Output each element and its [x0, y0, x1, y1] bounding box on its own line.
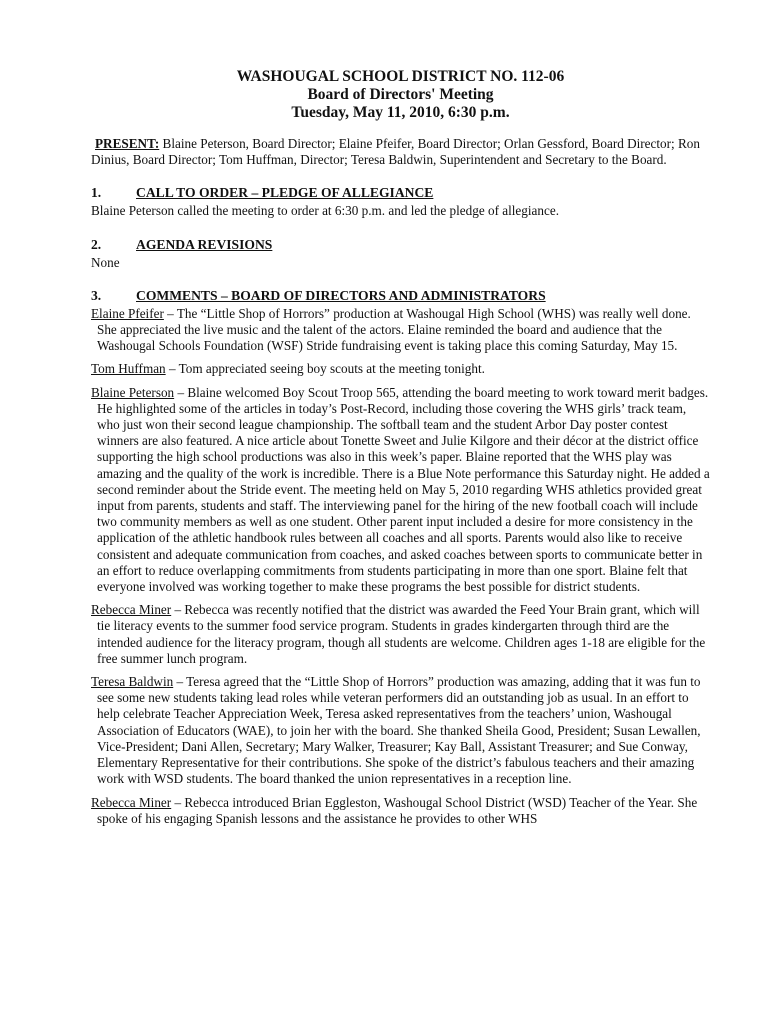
- section-number: 2.: [91, 236, 102, 252]
- section-heading: [91, 288, 710, 304]
- comment-text: – Teresa agreed that the “Little Shop of Horrors” production was amazing, adding that it was fun to see some new students taking lead roles while veteran performers did an outstanding job as usual. In an effort to help celebrate Teacher Appreciation Week, Teresa asked representatives from the teachers’ union, Washougal Association of Educators (WAE), to join her with the board. She thanked Sheila Good, President; Susan Lewallen, Vice-President; Dani Allen, Secretary; Mary Walker, Treasurer; Kay Ball, Assistant Treasurer; and Sue Conway, Elementary Representative for their contributions. She spoke of the district’s fabulous teachers and their amazing work with WSD students. The board thanked the union representatives in a reception line.: [97, 674, 701, 787]
- speaker-name: Tom Huffman: [91, 361, 166, 377]
- section-heading: [91, 237, 710, 253]
- present-label: PRESENT:: [95, 136, 160, 151]
- section-text: Blaine Peterson called the meeting to order at 6:30 p.m. and led the pledge of allegiance.: [91, 203, 559, 219]
- comment-entry: [91, 674, 710, 787]
- comment-entry: [91, 602, 710, 667]
- comment-entry: [91, 795, 710, 827]
- meeting-title: Board of Directors' Meeting: [307, 86, 494, 103]
- district-title: WASHOUGAL SCHOOL DISTRICT NO. 112-06: [236, 68, 565, 85]
- comment-text: – The “Little Shop of Horrors” production at Washougal High School (WHS) was really well done. She appreciated the live music and the talent of the actors. Elaine reminded the board and audience that the Washougal Schools Foundation (WSF) Stride fundraising event is taking place this coming Saturday, May 15.: [97, 305, 691, 354]
- comment-entry: [91, 306, 710, 355]
- speaker-name: Elaine Pfeifer: [91, 305, 164, 321]
- section-heading-text: CALL TO ORDER – PLEDGE OF ALLEGIANCE: [136, 185, 434, 201]
- section-call-to-order: [91, 185, 710, 219]
- comment-entry: [91, 385, 710, 596]
- section-text: None: [91, 254, 120, 270]
- meeting-date: Tuesday, May 11, 2010, 6:30 p.m.: [291, 104, 510, 121]
- comment-text: – Rebecca introduced Brian Eggleston, Washougal School District (WSD) Teacher of the Year. She spoke of his engaging Spanish lessons and the assistance he provides to other WHS: [97, 794, 698, 826]
- section-agenda-revisions: [91, 237, 710, 271]
- document-header: [91, 68, 710, 122]
- section-number: 3.: [91, 287, 102, 303]
- comment-entry: [91, 361, 710, 377]
- speaker-name: Rebecca Miner: [91, 602, 172, 618]
- speaker-name: Blaine Peterson: [91, 384, 175, 400]
- section-comments: [91, 288, 710, 827]
- section-number: 1.: [91, 185, 102, 201]
- section-heading: [91, 185, 710, 201]
- comment-text: – Blaine welcomed Boy Scout Troop 565, attending the board meeting to work toward merit badges. He highlighted some of the articles in today’s Post-Record, including those covering the WHS girls’ track team, who just won their second league championship. The softball team and the student Arbor Day poster contest winners are also featured. A nice article about Tonette Sweet and Julie Kilgore and their décor at the district office supporting the high school productions was also in this week’s paper. Blaine reported that the WHS play was amazing and the quality of the work is incredible. There is a Blue Note performance this Saturday night. He added a second reminder about the Stride event. The meeting held on May 5, 2010 regarding WHS athletics provided great input from parents, students and staff. The interviewing panel for the hiring of the new football coach will include two community members as well as one student. Other parent input included a desire for more consistency in the application of the athletic handbook rules between all coaches and all sports. Parents would also like to receive consistent and adequate communication from coaches, and asked coaches between sports to communicate better in an effort to reduce overlapping commitments from students participating in more than one sport. Blaine felt that everyone involved was working together to make these programs the best possible for district students.: [97, 384, 710, 595]
- present-paragraph: [91, 136, 710, 168]
- section-heading-text: COMMENTS – BOARD OF DIRECTORS AND ADMINISTRATORS: [136, 287, 546, 303]
- speaker-name: Rebecca Miner: [91, 794, 172, 810]
- comment-text: – Rebecca was recently notified that the district was awarded the Feed Your Brain grant, which will tie literacy events to the summer food service program. Students in grades kindergarten through third are the intended audience for the literacy program, though all students are welcome. Children ages 1-18 are eligible for the free summer lunch program.: [97, 602, 706, 666]
- present-text: Blaine Peterson, Board Director; Elaine Pfeifer, Board Director; Orlan Gessford, Board Director; Ron Dinius, Board Director; Tom Huffman, Director; Teresa Baldwin, Superintendent and Secretary to the Board.: [91, 136, 700, 168]
- speaker-name: Teresa Baldwin: [91, 674, 174, 690]
- section-heading-text: AGENDA REVISIONS: [136, 236, 273, 252]
- comment-text: – Tom appreciated seeing boy scouts at the meeting tonight.: [165, 361, 485, 377]
